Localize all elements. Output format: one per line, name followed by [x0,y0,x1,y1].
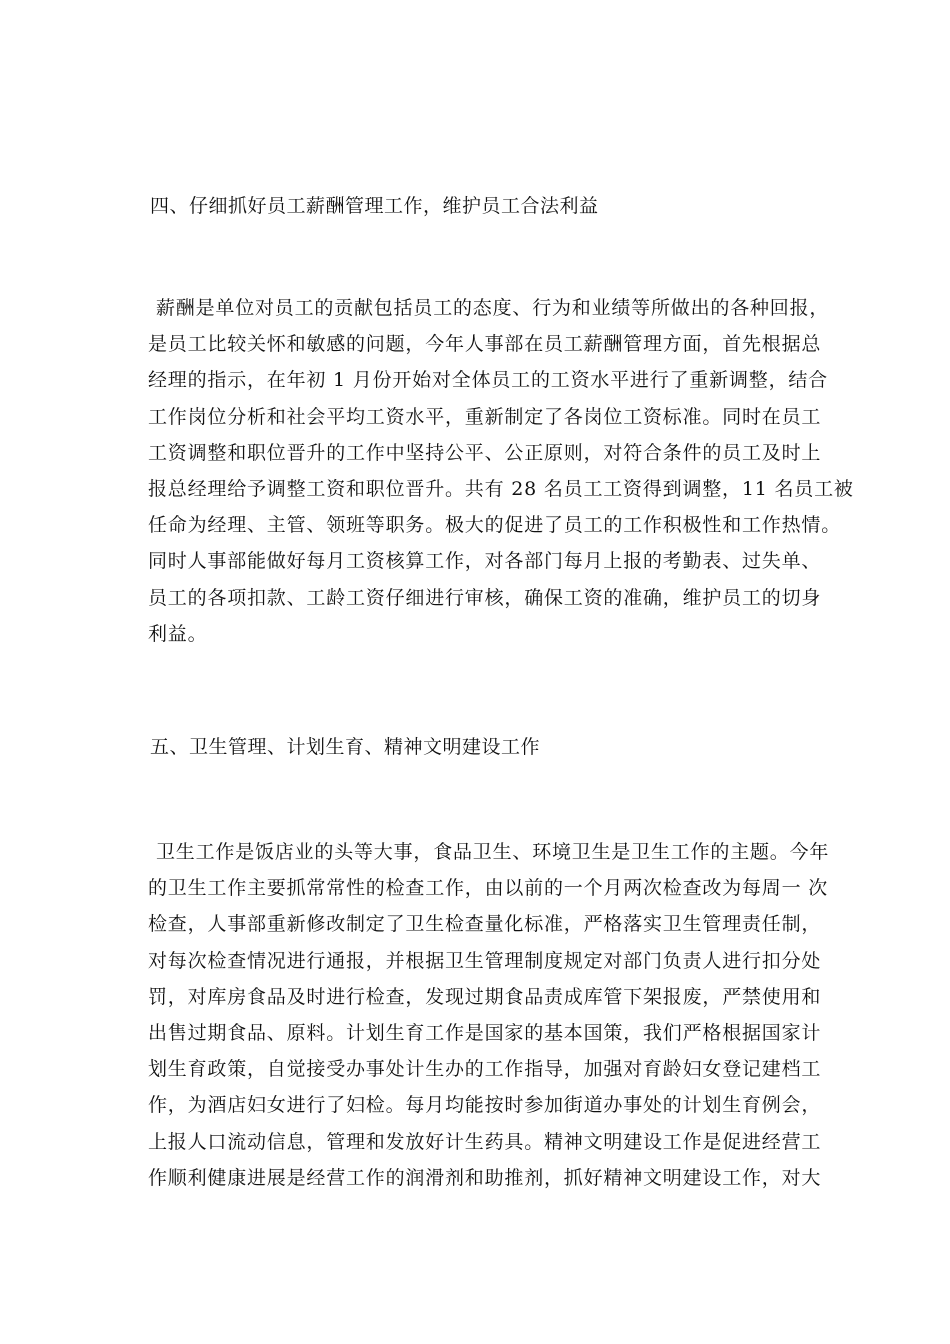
paragraph-line: 同时人事部能做好每月工资核算工作，对各部门每月上报的考勤表、过失单、 [148,550,822,573]
paragraph-line: 对每次检查情况进行通报，并根据卫生管理制度规定对部门负责人进行扣分处 [148,949,822,972]
paragraph-line: 工资调整和职位晋升的工作中坚持公平、公正原则，对符合条件的员工及时上 [148,441,822,464]
paragraph-line: 报总经理给予调整工资和职位晋升。共有 28 名员工工资得到调整，11 名员工被 [148,477,854,500]
paragraph-line: 上报人口流动信息，管理和发放好计生药具。精神文明建设工作是促进经营工 [148,1130,822,1153]
paragraph-line: 任命为经理、主管、领班等职务。极大的促进了员工的工作积极性和工作热情。 [148,514,842,537]
section-5-heading: 五、卫生管理、计划生育、精神文明建设工作 [150,736,541,758]
paragraph-line: 作，为酒店妇女进行了妇检。每月均能按时参加街道办事处的计划生育例会， [148,1094,822,1117]
paragraph-line: 经理的指示，在年初 1 月份开始对全体员工的工资水平进行了重新调整，结合 [148,369,828,392]
paragraph-line: 利益。 [148,622,208,645]
paragraph-line: 员工的各项扣款、工龄工资仔细进行审核，确保工资的准确，维护员工的切身 [148,586,822,609]
paragraph-line: 划生育政策，自觉接受办事处计生办的工作指导，加强对育龄妇女登记建档工 [148,1058,822,1081]
section-4-heading: 四、仔细抓好员工薪酬管理工作，维护员工合法利益 [150,195,599,217]
section-5-paragraph [148,840,830,1202]
paragraph-line: 检查，人事部重新修改制定了卫生检查量化标准，严格落实卫生管理责任制， [148,913,822,936]
paragraph-line: 是员工比较关怀和敏感的问题，今年人事部在员工薪酬管理方面，首先根据总 [148,333,822,356]
paragraph-line: 卫生工作是饭店业的头等大事，食品卫生、环境卫生是卫生工作的主题。今年 [156,841,830,863]
paragraph-line: 薪酬是单位对员工的贡献包括员工的态度、行为和业绩等所做出的各种回报， [156,297,830,319]
paragraph-line: 的卫生工作主要抓常常性的检查工作，由以前的一个月两次检查改为每周一 次 [148,877,829,900]
paragraph-line: 工作岗位分析和社会平均工资水平，重新制定了各岗位工资标准。同时在员工 [148,405,822,428]
section-4-paragraph [148,296,854,658]
paragraph-line: 出售过期食品、原料。计划生育工作是国家的基本国策，我们严格根据国家计 [148,1021,822,1044]
paragraph-line: 作顺利健康进展是经营工作的润滑剂和助推剂，抓好精神文明建设工作，对大 [148,1166,822,1189]
paragraph-line: 罚，对库房食品及时进行检查，发现过期食品责成库管下架报废，严禁使用和 [148,985,822,1008]
